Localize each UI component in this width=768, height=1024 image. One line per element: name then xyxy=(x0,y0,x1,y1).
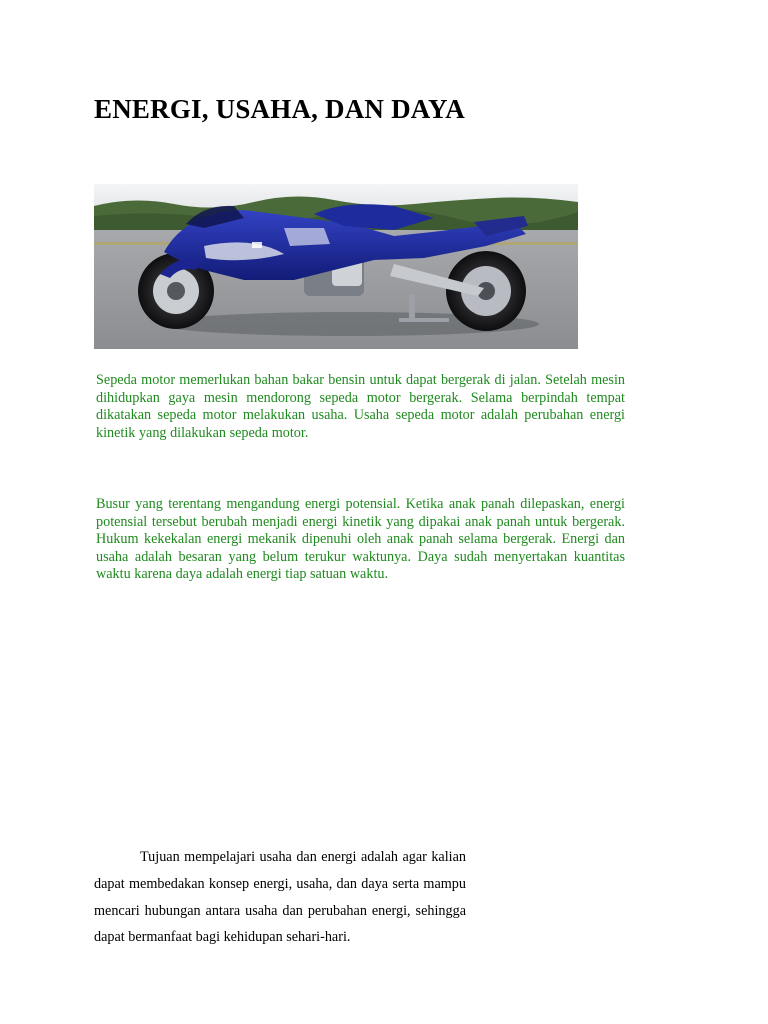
intro-paragraph-arrow: Busur yang terentang mengandung energi potensial. Ketika anak panah dilepaskan, energi potensial tersebut berubah menjadi energi kinetik yang dipakai anak panah untuk bergerak. Hukum kekekalan energi mekanik dipenuhi oleh anak panah selama bergerak. Energi dan usaha adalah besaran yang belum terukur waktunya. Daya sudah menyertakan kuantitas waktu karena daya adalah energi tiap satuan waktu. xyxy=(96,496,625,583)
objective-paragraph: Tujuan mempelajari usaha dan energi adalah agar kalian dapat membedakan konsep energi, usaha, dan daya serta mampu mencari hubungan antara usaha dan perubahan energi, sehingga dapat bermanfaat bagi kehidupan sehari-hari. xyxy=(94,849,466,946)
intro-paragraph-motorcycle: Sepeda motor memerlukan bahan bakar bensin untuk dapat bergerak di jalan. Setelah mesin dihidupkan gaya mesin mendorong sepeda motor bergerak. Selama berpindah tempat dikatakan sepeda motor melakukan usaha. Usaha sepeda motor adalah perubahan energi kinetik yang dilakukan sepeda motor. xyxy=(96,372,625,441)
motorcycle-photo xyxy=(94,184,578,349)
motorcycle-image xyxy=(94,184,578,349)
document-title: ENERGI, USAHA, DAN DAYA xyxy=(94,94,465,124)
